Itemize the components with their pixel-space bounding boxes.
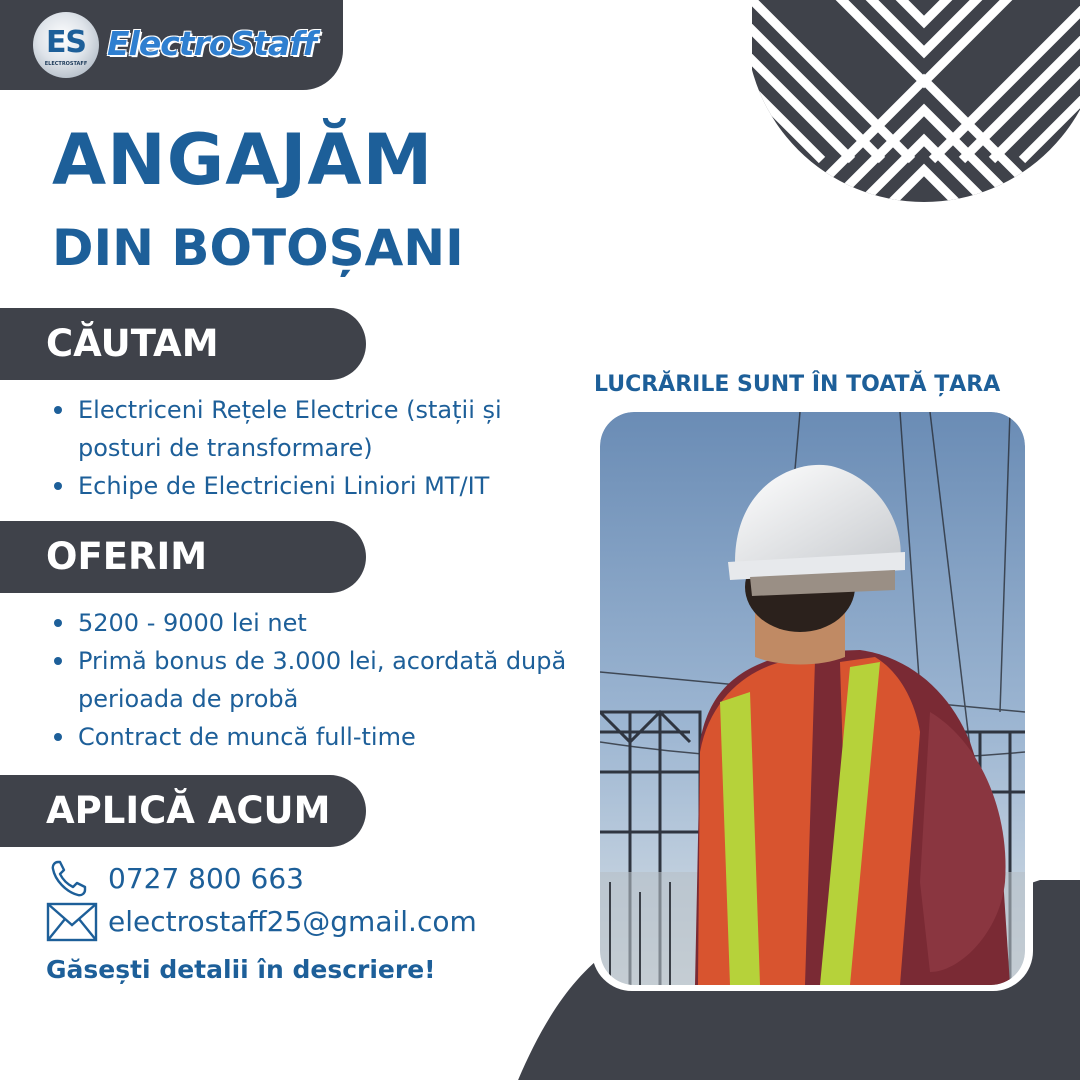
bullet-icon [54, 482, 62, 490]
section-label-apply: APLICĂ ACUM [46, 789, 331, 832]
section-pill-seeking [0, 308, 366, 380]
seeking-list [50, 391, 570, 505]
list-item [50, 467, 570, 505]
details-note: Găsești detalii în descriere! [46, 955, 436, 984]
phone-contact[interactable] [46, 856, 546, 902]
section-pill-apply [0, 775, 366, 847]
offer-list [50, 604, 570, 756]
list-item-text: Electriceni Rețele Electrice (stații și posturi de transformare) [78, 396, 502, 462]
phone-icon [46, 856, 96, 902]
brand-name: ElectroStaff [107, 24, 317, 63]
headline-subtitle: DIN BOTOȘANI [52, 219, 464, 277]
list-item-text: Primă bonus de 3.000 lei, acordată după perioada de probă [78, 647, 567, 713]
list-item-text: 5200 - 9000 lei net [78, 609, 307, 637]
envelope-icon [46, 899, 100, 945]
work-location-note: LUCRĂRILE SUNT ÎN TOATĂ ȚARA [594, 372, 1001, 397]
list-item [50, 642, 570, 718]
bullet-icon [54, 619, 62, 627]
list-item [50, 604, 570, 642]
headline-title: ANGAJĂM [52, 119, 434, 201]
list-item-text: Echipe de Electricieni Liniori MT/IT [78, 472, 490, 500]
logo-badge-text: ES [45, 25, 87, 60]
electrician-photo [600, 412, 1025, 985]
email-address[interactable]: electrostaff25@gmail.com [108, 905, 477, 938]
list-item [50, 391, 570, 467]
section-label-seeking: CĂUTAM [46, 322, 219, 365]
list-item-text: Contract de muncă full-time [78, 723, 416, 751]
logo-tab [0, 0, 343, 90]
bullet-icon [54, 733, 62, 741]
list-item [50, 718, 570, 756]
logo-badge-icon [33, 12, 99, 78]
section-label-offer: OFERIM [46, 535, 208, 578]
section-pill-offer [0, 521, 366, 593]
email-contact[interactable] [46, 899, 546, 945]
phone-number[interactable]: 0727 800 663 [108, 862, 304, 895]
bullet-icon [54, 406, 62, 414]
bullet-icon [54, 657, 62, 665]
logo-badge-subtext: ELECTROSTAFF [44, 61, 88, 67]
chevron-pattern-decoration [752, 0, 1080, 206]
